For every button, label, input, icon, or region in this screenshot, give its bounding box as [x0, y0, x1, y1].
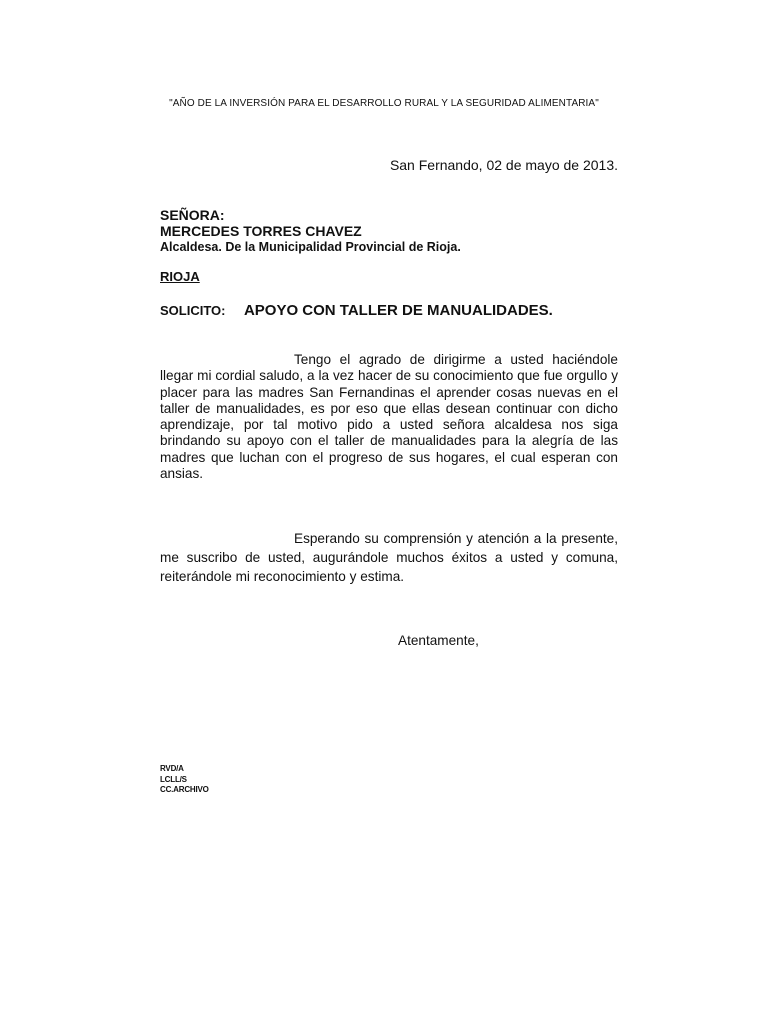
subject-text: APOYO CON TALLER DE MANUALIDADES.: [243, 302, 553, 319]
year-motto: "AÑO DE LA INVERSIÓN PARA EL DESARROLLO RURAL Y LA SEGURIDAD ALIMENTARIA": [169, 98, 599, 109]
recipient-position: Alcaldesa. De la Municipalidad Provincial de Rioja.: [160, 240, 461, 254]
reference-line: LCLL/S: [160, 774, 187, 784]
closing-line: Atentamente,: [398, 633, 479, 648]
body-paragraph-2: Esperando su comprensión y atención a la presente, me suscribo de usted, augurándole muchos éxitos a usted y comuna, reiterándole mi reconocimiento y estima.: [160, 531, 618, 584]
subject-line: [160, 302, 553, 320]
reference-line: RVD/A: [160, 764, 184, 773]
recipient-block: [160, 207, 461, 255]
subject-label: SOLICITO:: [160, 303, 226, 318]
body-paragraph-1: Tengo el agrado de dirigirme a usted haciéndole llegar mi cordial saludo, a la vez hacer de su conocimiento que fue orgullo y placer para las madres San Fernandinas el aprender cosas nuevas en el taller de manualidades, es por eso que ellas desean continuar con dicho aprendizaje, por tal motivo pido a usted señora alcaldesa nos siga brindando su apoyo con el taller de manualidades para la alegría de las madres que luchan con el progreso de sus hogares, el cual esperan con ansias.: [160, 352, 618, 482]
recipient-name: MERCEDES TORRES CHAVEZ: [160, 223, 362, 239]
recipient-salutation: SEÑORA:: [160, 207, 225, 223]
recipient-city: RIOJA: [160, 269, 200, 284]
date-line: San Fernando, 02 de mayo de 2013.: [389, 157, 618, 173]
reference-line: CC.ARCHIVO: [160, 785, 209, 794]
reference-initials: [160, 764, 209, 796]
